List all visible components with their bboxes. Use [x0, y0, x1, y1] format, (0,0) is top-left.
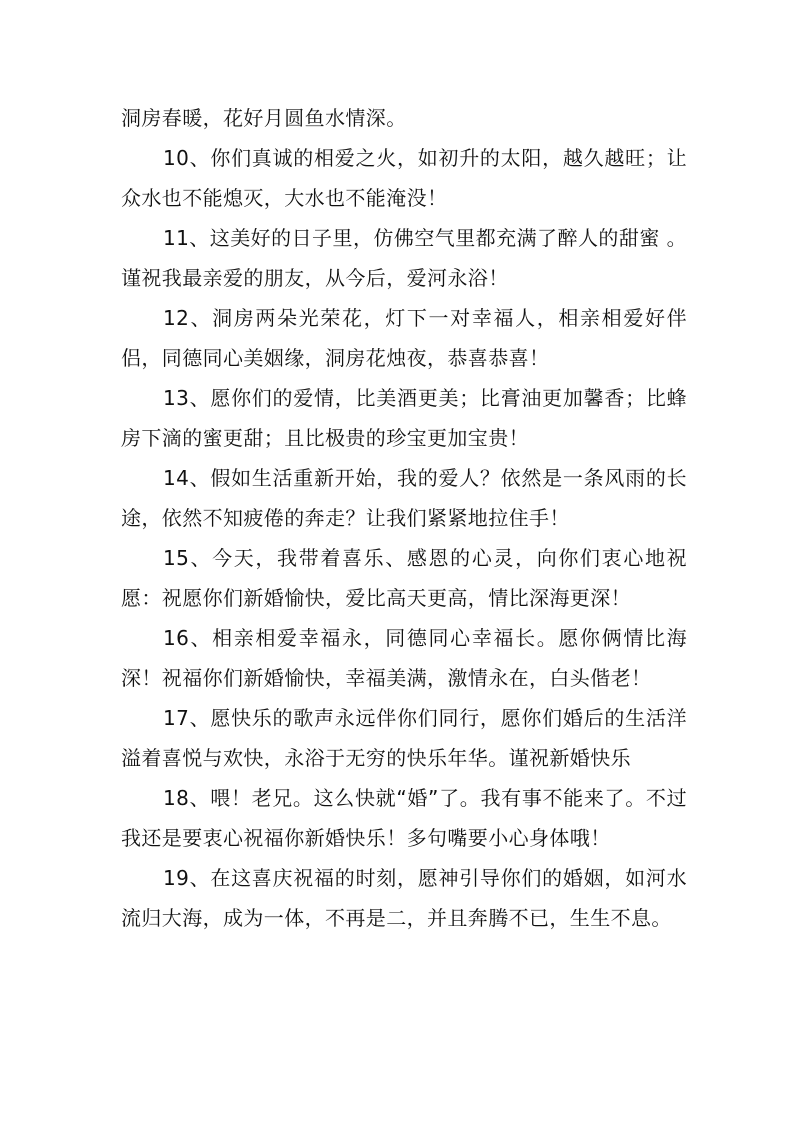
- paragraph-10: 10、你们真诚的相爱之火，如初升的太阳，越久越旺；让众水也不能熄灭，大水也不能淹没！: [121, 146, 687, 210]
- paragraph-13: 13、愿你们的爱情，比美酒更美；比膏油更加馨香；比蜂房下滴的蜜更甜；且比极贵的珍宝更加宝贵！: [121, 386, 687, 450]
- paragraph-14: 14、假如生活重新开始，我的爱人？依然是一条风雨的长途，依然不知疲倦的奔走？让我们紧紧地拉住手！: [121, 466, 687, 530]
- paragraph-continuation: 洞房春暖，花好月圆鱼水情深。: [121, 106, 407, 130]
- paragraph-19: 19、在这喜庆祝福的时刻，愿神引导你们的婚姻，如河水流归大海，成为一体，不再是二，并且奔腾不已，生生不息。: [121, 866, 687, 930]
- paragraph-16: 16、相亲相爱幸福永，同德同心幸福长。愿你俩情比海深！祝福你们新婚愉快，幸福美满，激情永在，白头偕老！: [121, 626, 687, 690]
- paragraph-17: 17、愿快乐的歌声永远伴你们同行，愿你们婚后的生活洋溢着喜悦与欢快，永浴于无穷的快乐年华。谨祝新婚快乐: [121, 706, 687, 770]
- paragraph-15: 15、今天，我带着喜乐、感恩的心灵，向你们衷心地祝愿：祝愿你们新婚愉快，爱比高天更高，情比深海更深！: [121, 546, 687, 610]
- paragraph-12: 12、洞房两朵光荣花，灯下一对幸福人，相亲相爱好伴侣，同德同心美姻缘，洞房花烛夜，恭喜恭喜！: [121, 306, 687, 370]
- paragraph-11: 11、这美好的日子里，仿佛空气里都充满了醉人的甜蜜 。谨祝我最亲爱的朋友，从今后，爱河永浴！: [121, 226, 687, 290]
- document-body: [121, 98, 687, 938]
- paragraph-18: 18、喂！老兄。这么快就“婚”了。我有事不能来了。不过我还是要衷心祝福你新婚快乐！多句嘴要小心身体哦！: [121, 786, 687, 850]
